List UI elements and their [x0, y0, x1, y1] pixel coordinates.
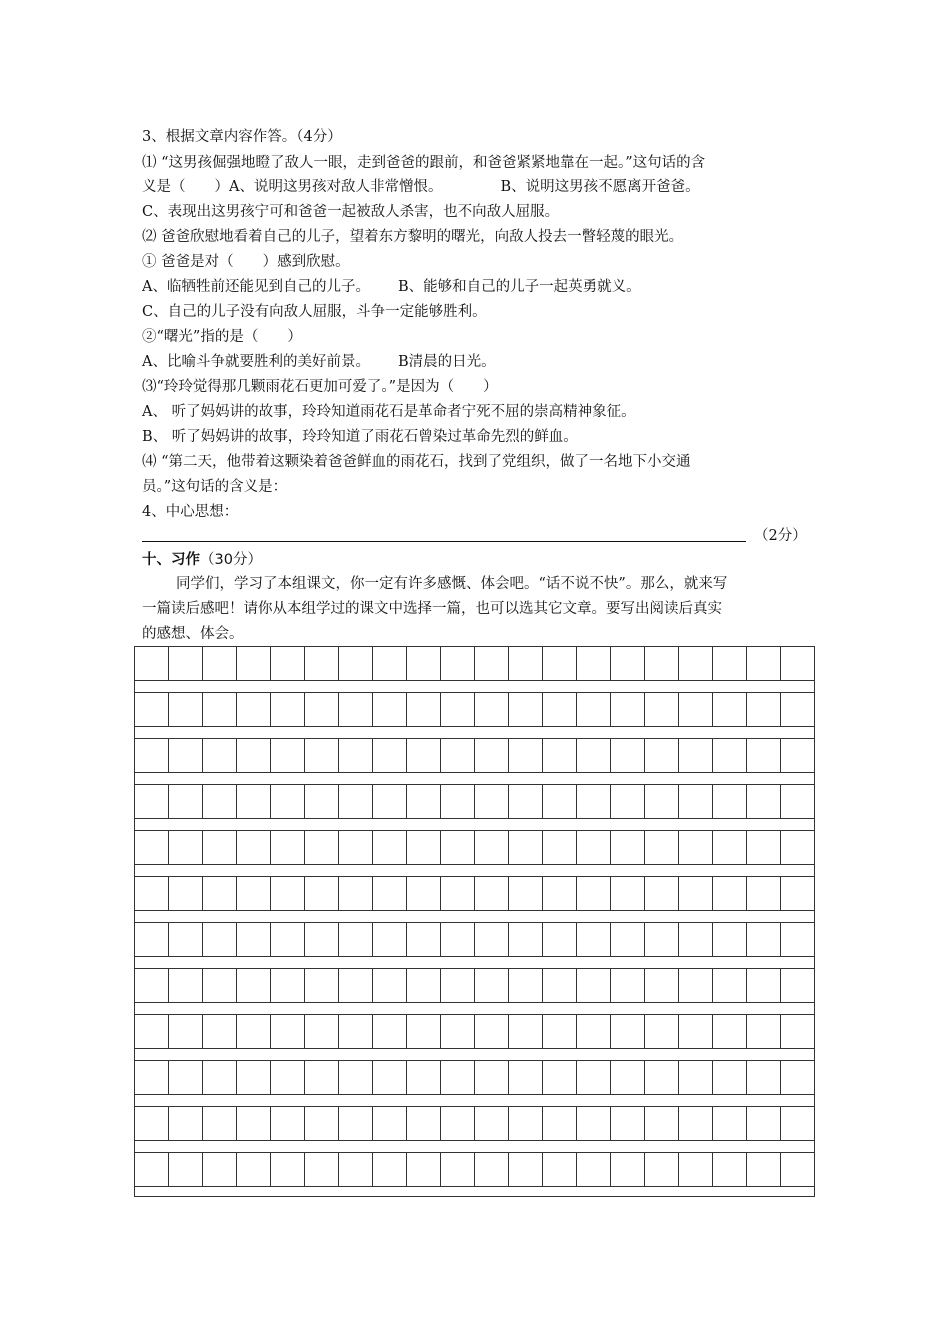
- grid-cell[interactable]: [713, 831, 747, 864]
- grid-cell[interactable]: [713, 739, 747, 772]
- grid-row: [135, 968, 814, 1003]
- grid-cell[interactable]: [305, 969, 339, 1002]
- grid-cell[interactable]: [271, 739, 305, 772]
- grid-cell[interactable]: [169, 693, 203, 726]
- grid-cell[interactable]: [679, 923, 713, 956]
- grid-cell[interactable]: [271, 1153, 305, 1186]
- grid-cell[interactable]: [305, 1153, 339, 1186]
- q3-p2-sub2-option-b: B清晨的日光。: [397, 354, 496, 370]
- grid-cell[interactable]: [373, 693, 407, 726]
- grid-cell[interactable]: [679, 693, 713, 726]
- grid-cell[interactable]: [441, 969, 475, 1002]
- grid-cell[interactable]: [237, 877, 271, 910]
- grid-cell[interactable]: [679, 785, 713, 818]
- q3-p1-option-a: 义是（ ）A、说明这男孩对敌人非常憎恨。: [142, 179, 443, 195]
- grid-cell[interactable]: [577, 693, 611, 726]
- grid-cell[interactable]: [645, 1061, 679, 1094]
- grid-cell[interactable]: [237, 647, 271, 680]
- grid-row: [135, 1106, 814, 1141]
- grid-cell[interactable]: [305, 877, 339, 910]
- grid-cell[interactable]: [237, 831, 271, 864]
- grid-cell[interactable]: [373, 1107, 407, 1140]
- grid-cell[interactable]: [679, 877, 713, 910]
- grid-cell[interactable]: [305, 1015, 339, 1048]
- q3-p2-sub2: ②“曙光”指的是（ ）: [142, 329, 302, 345]
- q3-p2-sub2-options: [142, 352, 496, 372]
- grid-cell[interactable]: [441, 923, 475, 956]
- q3-p4-line2: 员。”这句话的含义是：: [142, 479, 288, 495]
- grid-row: [135, 1060, 814, 1095]
- grid-cell[interactable]: [543, 831, 577, 864]
- central-idea-answer-line[interactable]: [142, 541, 746, 542]
- grid-cell[interactable]: [441, 1061, 475, 1094]
- grid-cell[interactable]: [747, 969, 781, 1002]
- grid-row: [135, 830, 814, 865]
- grid-cell[interactable]: [441, 831, 475, 864]
- grid-cell[interactable]: [169, 785, 203, 818]
- grid-cell[interactable]: [713, 693, 747, 726]
- grid-cell[interactable]: [135, 785, 169, 818]
- grid-cell[interactable]: [407, 1107, 441, 1140]
- grid-cell[interactable]: [203, 969, 237, 1002]
- grid-cell[interactable]: [373, 785, 407, 818]
- grid-cell[interactable]: [203, 831, 237, 864]
- grid-cell[interactable]: [747, 785, 781, 818]
- grid-cell[interactable]: [577, 1061, 611, 1094]
- grid-cell[interactable]: [271, 785, 305, 818]
- grid-cell[interactable]: [441, 739, 475, 772]
- grid-cell[interactable]: [237, 1153, 271, 1186]
- grid-cell[interactable]: [543, 1107, 577, 1140]
- grid-cell[interactable]: [407, 1061, 441, 1094]
- q3-p1-line1: ⑴ “这男孩倔强地瞪了敌人一眼，走到爸爸的跟前，和爸爸紧紧地靠在一起。”这句话的含: [142, 155, 706, 171]
- grid-cell[interactable]: [645, 1153, 679, 1186]
- grid-cell[interactable]: [271, 1015, 305, 1048]
- grid-cell[interactable]: [339, 877, 373, 910]
- grid-cell[interactable]: [611, 693, 645, 726]
- grid-cell[interactable]: [203, 923, 237, 956]
- grid-cell[interactable]: [305, 647, 339, 680]
- grid-cell[interactable]: [611, 877, 645, 910]
- grid-cell[interactable]: [407, 831, 441, 864]
- q3-p3-option-a: A、 听了妈妈讲的故事，玲玲知道雨花石是革命者宁死不屈的崇高精神象征。: [142, 404, 636, 420]
- q3-p2-sub1-options-ab: [142, 277, 641, 297]
- grid-cell[interactable]: [577, 923, 611, 956]
- grid-cell[interactable]: [611, 785, 645, 818]
- grid-cell[interactable]: [305, 831, 339, 864]
- grid-cell[interactable]: [271, 647, 305, 680]
- grid-cell[interactable]: [645, 1015, 679, 1048]
- grid-cell[interactable]: [781, 739, 815, 772]
- q3-p2-sub2-option-a: A、比喻斗争就要胜利的美好前景。: [142, 354, 370, 370]
- grid-cell[interactable]: [475, 969, 509, 1002]
- q4-title: 4、中心思想：: [142, 504, 239, 520]
- grid-cell[interactable]: [237, 969, 271, 1002]
- grid-cell[interactable]: [781, 923, 815, 956]
- section10-heading: [142, 550, 262, 570]
- grid-cell[interactable]: [169, 1107, 203, 1140]
- grid-cell[interactable]: [713, 1015, 747, 1048]
- grid-cell[interactable]: [441, 785, 475, 818]
- grid-cell[interactable]: [373, 877, 407, 910]
- grid-cell[interactable]: [747, 923, 781, 956]
- grid-cell[interactable]: [271, 693, 305, 726]
- grid-cell[interactable]: [237, 1015, 271, 1048]
- section10-prompt-line3: 的感想、体会。: [142, 626, 244, 642]
- grid-cell[interactable]: [713, 1153, 747, 1186]
- grid-cell[interactable]: [577, 831, 611, 864]
- grid-cell[interactable]: [645, 969, 679, 1002]
- grid-cell[interactable]: [713, 877, 747, 910]
- section10-prompt-line1: 同学们，学习了本组课文，你一定有许多感慨、体会吧。“话不说不快”。那么，就来写: [176, 576, 728, 592]
- q4-score: （2分）: [754, 528, 807, 544]
- grid-cell[interactable]: [339, 831, 373, 864]
- grid-cell[interactable]: [339, 1015, 373, 1048]
- grid-cell[interactable]: [747, 739, 781, 772]
- q3-p3-option-b: B、 听了妈妈讲的故事，玲玲知道了雨花石曾染过革命先烈的鲜血。: [142, 429, 578, 445]
- section10-prompt-line2: 一篇读后感吧！请你从本组学过的课文中选择一篇，也可以选其它文章。要写出阅读后真实: [142, 601, 722, 617]
- section10-points: （30分）: [200, 552, 262, 568]
- grid-cell[interactable]: [407, 877, 441, 910]
- grid-cell[interactable]: [713, 785, 747, 818]
- grid-cell[interactable]: [679, 969, 713, 1002]
- grid-cell[interactable]: [373, 1061, 407, 1094]
- grid-cell[interactable]: [679, 739, 713, 772]
- grid-cell[interactable]: [135, 877, 169, 910]
- grid-cell[interactable]: [339, 1153, 373, 1186]
- grid-cell[interactable]: [271, 831, 305, 864]
- grid-cell[interactable]: [509, 969, 543, 1002]
- grid-cell[interactable]: [509, 693, 543, 726]
- grid-cell[interactable]: [407, 1015, 441, 1048]
- grid-cell[interactable]: [645, 1107, 679, 1140]
- grid-cell[interactable]: [543, 739, 577, 772]
- grid-cell[interactable]: [407, 647, 441, 680]
- grid-cell[interactable]: [475, 693, 509, 726]
- grid-cell[interactable]: [543, 1153, 577, 1186]
- grid-cell[interactable]: [509, 1153, 543, 1186]
- grid-cell[interactable]: [611, 1153, 645, 1186]
- grid-cell[interactable]: [373, 923, 407, 956]
- grid-cell[interactable]: [135, 923, 169, 956]
- grid-cell[interactable]: [747, 647, 781, 680]
- grid-cell[interactable]: [475, 1107, 509, 1140]
- grid-cell[interactable]: [305, 739, 339, 772]
- grid-cell[interactable]: [305, 923, 339, 956]
- grid-cell[interactable]: [509, 785, 543, 818]
- grid-cell[interactable]: [203, 1107, 237, 1140]
- grid-cell[interactable]: [475, 1061, 509, 1094]
- q3-p2-sub1-option-c: C、自己的儿子没有向敌人屈服，斗争一定能够胜利。: [142, 304, 487, 320]
- grid-cell[interactable]: [577, 739, 611, 772]
- grid-cell[interactable]: [781, 1153, 815, 1186]
- grid-cell[interactable]: [237, 785, 271, 818]
- section10-title: 十、习作: [142, 552, 200, 568]
- grid-cell[interactable]: [203, 877, 237, 910]
- grid-cell[interactable]: [237, 923, 271, 956]
- grid-cell[interactable]: [679, 647, 713, 680]
- grid-cell[interactable]: [135, 969, 169, 1002]
- grid-cell[interactable]: [339, 647, 373, 680]
- grid-cell[interactable]: [169, 877, 203, 910]
- grid-cell[interactable]: [747, 1153, 781, 1186]
- grid-cell[interactable]: [271, 969, 305, 1002]
- grid-cell[interactable]: [577, 969, 611, 1002]
- grid-cell[interactable]: [611, 1061, 645, 1094]
- grid-cell[interactable]: [509, 1107, 543, 1140]
- grid-cell[interactable]: [305, 693, 339, 726]
- q3-p2-sub1-option-b: B、能够和自己的儿子一起英勇就义。: [397, 279, 641, 295]
- grid-cell[interactable]: [339, 1061, 373, 1094]
- grid-cell[interactable]: [271, 923, 305, 956]
- grid-cell[interactable]: [543, 647, 577, 680]
- grid-row: [135, 784, 814, 819]
- grid-cell[interactable]: [441, 647, 475, 680]
- grid-cell[interactable]: [611, 1107, 645, 1140]
- grid-cell[interactable]: [543, 1015, 577, 1048]
- grid-cell[interactable]: [475, 1153, 509, 1186]
- grid-cell[interactable]: [747, 831, 781, 864]
- grid-cell[interactable]: [407, 1153, 441, 1186]
- grid-cell[interactable]: [577, 785, 611, 818]
- grid-row: [135, 692, 814, 727]
- grid-cell[interactable]: [509, 1015, 543, 1048]
- grid-cell[interactable]: [135, 1153, 169, 1186]
- grid-row: [135, 1014, 814, 1049]
- grid-cell[interactable]: [679, 831, 713, 864]
- grid-cell[interactable]: [543, 693, 577, 726]
- grid-cell[interactable]: [271, 1107, 305, 1140]
- grid-cell[interactable]: [169, 831, 203, 864]
- grid-cell[interactable]: [713, 647, 747, 680]
- q3-title: 3、根据文章内容作答。（4分）: [142, 129, 342, 145]
- grid-cell[interactable]: [203, 1061, 237, 1094]
- grid-cell[interactable]: [781, 647, 815, 680]
- grid-cell[interactable]: [441, 1153, 475, 1186]
- grid-cell[interactable]: [407, 969, 441, 1002]
- grid-cell[interactable]: [135, 693, 169, 726]
- grid-cell[interactable]: [373, 969, 407, 1002]
- grid-cell[interactable]: [509, 923, 543, 956]
- grid-cell[interactable]: [441, 877, 475, 910]
- q3-p2-line1: ⑵ 爸爸欣慰地看着自己的儿子，望着东方黎明的曙光，向敌人投去一瞥轻蔑的眼光。: [142, 229, 684, 245]
- grid-cell[interactable]: [441, 1015, 475, 1048]
- grid-cell[interactable]: [645, 785, 679, 818]
- grid-cell[interactable]: [713, 1061, 747, 1094]
- grid-cell[interactable]: [543, 1061, 577, 1094]
- grid-cell[interactable]: [611, 831, 645, 864]
- grid-cell[interactable]: [475, 877, 509, 910]
- grid-row: [135, 646, 814, 681]
- q3-p1-option-b: B、说明这男孩不愿离开爸爸。: [500, 179, 700, 195]
- grid-row: [135, 1152, 814, 1187]
- grid-cell[interactable]: [747, 1015, 781, 1048]
- grid-cell[interactable]: [475, 647, 509, 680]
- grid-cell[interactable]: [747, 1061, 781, 1094]
- grid-cell[interactable]: [407, 739, 441, 772]
- grid-cell[interactable]: [373, 739, 407, 772]
- grid-cell[interactable]: [509, 1061, 543, 1094]
- q3-p3-line1: ⑶“玲玲觉得那几颗雨花石更加可爱了。”是因为（ ）: [142, 379, 498, 395]
- grid-cell[interactable]: [441, 693, 475, 726]
- grid-cell[interactable]: [781, 785, 815, 818]
- grid-cell[interactable]: [509, 739, 543, 772]
- grid-cell[interactable]: [339, 785, 373, 818]
- grid-cell[interactable]: [203, 1015, 237, 1048]
- grid-cell[interactable]: [339, 693, 373, 726]
- grid-cell[interactable]: [781, 831, 815, 864]
- grid-cell[interactable]: [543, 969, 577, 1002]
- grid-cell[interactable]: [305, 1107, 339, 1140]
- grid-cell[interactable]: [713, 923, 747, 956]
- grid-cell[interactable]: [645, 831, 679, 864]
- grid-cell[interactable]: [543, 877, 577, 910]
- grid-cell[interactable]: [169, 1153, 203, 1186]
- grid-cell[interactable]: [679, 1107, 713, 1140]
- grid-cell[interactable]: [169, 647, 203, 680]
- grid-cell[interactable]: [169, 969, 203, 1002]
- grid-cell[interactable]: [373, 831, 407, 864]
- grid-cell[interactable]: [509, 831, 543, 864]
- grid-cell[interactable]: [781, 1015, 815, 1048]
- grid-cell[interactable]: [747, 693, 781, 726]
- grid-cell[interactable]: [747, 1107, 781, 1140]
- grid-cell[interactable]: [645, 923, 679, 956]
- grid-cell[interactable]: [203, 693, 237, 726]
- grid-cell[interactable]: [781, 693, 815, 726]
- grid-cell[interactable]: [237, 1107, 271, 1140]
- grid-cell[interactable]: [407, 693, 441, 726]
- grid-cell[interactable]: [577, 1107, 611, 1140]
- grid-cell[interactable]: [373, 647, 407, 680]
- grid-cell[interactable]: [373, 1015, 407, 1048]
- grid-row: [135, 738, 814, 773]
- grid-cell[interactable]: [407, 923, 441, 956]
- grid-cell[interactable]: [305, 785, 339, 818]
- grid-cell[interactable]: [271, 1061, 305, 1094]
- grid-cell[interactable]: [577, 1153, 611, 1186]
- grid-cell[interactable]: [237, 739, 271, 772]
- grid-cell[interactable]: [271, 877, 305, 910]
- grid-cell[interactable]: [135, 1107, 169, 1140]
- grid-cell[interactable]: [475, 831, 509, 864]
- grid-cell[interactable]: [509, 647, 543, 680]
- q3-p2-sub1: ① 爸爸是对（ ）感到欣慰。: [142, 254, 350, 270]
- grid-cell[interactable]: [237, 1061, 271, 1094]
- grid-cell[interactable]: [747, 877, 781, 910]
- grid-row: [135, 922, 814, 957]
- grid-cell[interactable]: [135, 831, 169, 864]
- q3-p4-line1: ⑷ “第二天，他带着这颗染着爸爸鲜血的雨花石，找到了党组织，做了一名地下小交通: [142, 454, 691, 470]
- grid-cell[interactable]: [203, 647, 237, 680]
- grid-cell[interactable]: [509, 877, 543, 910]
- grid-cell[interactable]: [475, 785, 509, 818]
- grid-cell[interactable]: [339, 969, 373, 1002]
- grid-cell[interactable]: [237, 693, 271, 726]
- grid-cell[interactable]: [543, 923, 577, 956]
- grid-cell[interactable]: [781, 1061, 815, 1094]
- grid-cell[interactable]: [373, 1153, 407, 1186]
- grid-cell[interactable]: [169, 1015, 203, 1048]
- grid-cell[interactable]: [339, 923, 373, 956]
- grid-cell[interactable]: [441, 1107, 475, 1140]
- grid-cell[interactable]: [713, 969, 747, 1002]
- grid-cell[interactable]: [407, 785, 441, 818]
- grid-cell[interactable]: [543, 785, 577, 818]
- q3-p1-line2: [142, 177, 700, 197]
- grid-cell[interactable]: [611, 647, 645, 680]
- grid-cell[interactable]: [645, 647, 679, 680]
- grid-cell[interactable]: [577, 647, 611, 680]
- grid-cell[interactable]: [169, 1061, 203, 1094]
- grid-cell[interactable]: [713, 1107, 747, 1140]
- grid-cell[interactable]: [135, 1015, 169, 1048]
- grid-cell[interactable]: [645, 877, 679, 910]
- grid-cell[interactable]: [203, 1153, 237, 1186]
- grid-cell[interactable]: [169, 739, 203, 772]
- grid-cell[interactable]: [679, 1061, 713, 1094]
- grid-cell[interactable]: [203, 785, 237, 818]
- grid-cell[interactable]: [781, 969, 815, 1002]
- grid-cell[interactable]: [475, 1015, 509, 1048]
- grid-cell[interactable]: [781, 877, 815, 910]
- grid-cell[interactable]: [339, 1107, 373, 1140]
- grid-cell[interactable]: [781, 1107, 815, 1140]
- grid-cell[interactable]: [577, 1015, 611, 1048]
- q3-p2-sub1-option-a: A、临牺牲前还能见到自己的儿子。: [142, 279, 370, 295]
- grid-cell[interactable]: [339, 739, 373, 772]
- grid-cell[interactable]: [611, 739, 645, 772]
- writing-grid[interactable]: [134, 646, 815, 1197]
- grid-cell[interactable]: [475, 739, 509, 772]
- grid-cell[interactable]: [135, 1061, 169, 1094]
- grid-cell[interactable]: [135, 739, 169, 772]
- grid-cell[interactable]: [611, 1015, 645, 1048]
- grid-cell[interactable]: [679, 1015, 713, 1048]
- grid-cell[interactable]: [203, 739, 237, 772]
- grid-cell[interactable]: [135, 647, 169, 680]
- grid-cell[interactable]: [679, 1153, 713, 1186]
- grid-cell[interactable]: [611, 923, 645, 956]
- grid-cell[interactable]: [577, 877, 611, 910]
- grid-cell[interactable]: [169, 923, 203, 956]
- grid-cell[interactable]: [645, 739, 679, 772]
- grid-cell[interactable]: [475, 923, 509, 956]
- grid-row: [135, 876, 814, 911]
- grid-cell[interactable]: [645, 693, 679, 726]
- grid-cell[interactable]: [305, 1061, 339, 1094]
- grid-cell[interactable]: [611, 969, 645, 1002]
- q3-p1-option-c: C、表现出这男孩宁可和爸爸一起被敌人杀害，也不向敌人屈服。: [142, 204, 560, 220]
